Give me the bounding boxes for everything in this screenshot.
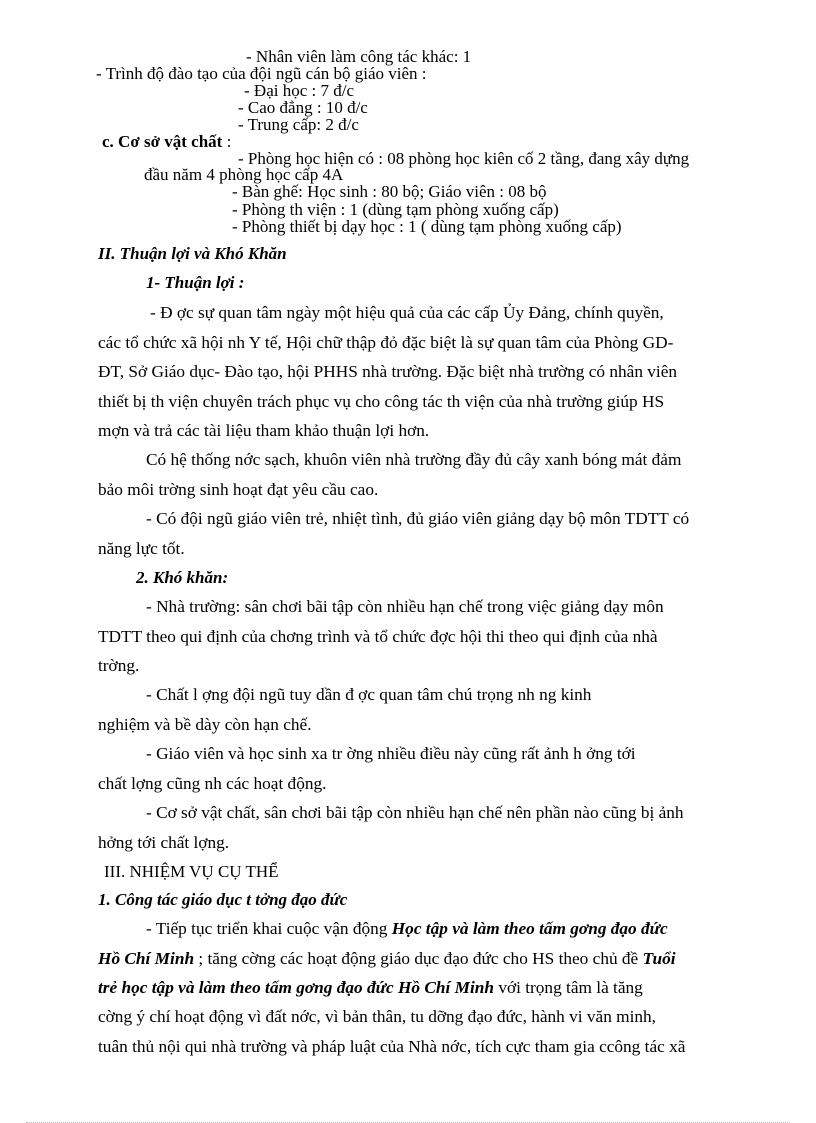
difficulties-p4-l2: hởng tới chất lợng. [98, 833, 230, 852]
advantages-p2-l1: Có hệ thống nớc sạch, khuôn viên nhà trường đầy đủ cây xanh bóng mát đảm [146, 450, 682, 469]
advantages-p1-l2: các tổ chức xã hội nh Y tế, Hội chữ thập đỏ đặc biệt là sự quan tâm của Phòng GD- [98, 333, 674, 352]
moral-p1-l3 [98, 979, 643, 996]
facilities-heading-colon: : [222, 132, 232, 151]
moral-p1-l5: tuân thủ nội qui nhà trường và pháp luật của Nhà nớc, tích cực tham gia ccông tác xã [98, 1037, 686, 1056]
ho-chi-minh-emphasis: Hồ Chí Minh [98, 949, 195, 968]
difficulties-p1-l2: TDTT theo qui định của chơng trình và tổ chức đợc hội thi theo qui định của nhà [98, 627, 658, 646]
advantages-p3-l1: - Có đội ngũ giáo viên trẻ, nhiệt tình, đủ giáo viên giảng dạy bộ môn TDTT có [146, 509, 690, 528]
training-level-line: - Trình độ đào tạo của đội ngũ cán bộ giáo viên : [96, 64, 427, 83]
difficulties-p3-l2: chất lợng cũng nh các hoạt động. [98, 774, 327, 793]
advantages-p3-l2: năng lực tốt. [98, 539, 185, 558]
difficulties-heading: 2. Khó khăn: [136, 568, 229, 587]
classrooms-line-cont: đầu năm 4 phòng học cấp 4A [144, 165, 344, 184]
equipment-room-line: - Phòng thiết bị dạy học : 1 ( dùng tạm phòng xuống cấp) [232, 217, 622, 236]
advantages-p1-l4: thiết bị th viện chuyên trách phục vụ cho công tác th viện của nhà trường giúp HS [98, 392, 665, 411]
staff-other-line: - Nhân viên làm công tác khác: 1 [246, 47, 472, 66]
difficulties-p3-l1: - Giáo viên và học sinh xa tr ờng nhiều điều này cũng rất ảnh h ởng tới [146, 744, 636, 763]
section-2-title: II. Thuận lợi và Khó Khăn [98, 244, 287, 263]
advantages-heading: 1- Thuận lợi : [146, 273, 245, 292]
difficulties-p2-l1: - Chất l ợng đội ngũ tuy dần đ ợc quan tâm chú trọng nh ng kinh [146, 685, 592, 704]
facilities-heading [102, 133, 231, 150]
moral-education-heading: 1. Công tác giáo dục t tởng đạo đức [98, 890, 348, 909]
moral-p1-l4: cờng ý chí hoạt động vì đất nớc, vì bản thân, tu dỡng đạo đức, hành vi văn minh, [98, 1007, 656, 1026]
moral-p1-l1-text: - Tiếp tục triển khai cuộc vận động [146, 919, 392, 938]
college-line: - Cao đẳng : 10 đ/c [238, 98, 368, 117]
theme-emphasis-start: Tuổi [642, 949, 676, 968]
difficulties-p2-l2: nghiệm và bề dày còn hạn chế. [98, 715, 312, 734]
moral-p1-l1 [146, 920, 668, 937]
moral-p1-l3-text: với trọng tâm là tăng [494, 978, 643, 997]
classrooms-line: - Phòng học hiện có : 08 phòng học kiên cố 2 tầng, đang xây dựng [238, 149, 690, 168]
furniture-line: - Bàn ghế: Học sinh : 80 bộ; Giáo viên : 08 bộ [232, 182, 547, 201]
advantages-p1-l3: ĐT, Sở Giáo dục- Đào tạo, hội PHHS nhà trường. Đặc biệt nhà trường có nhân viên [98, 362, 678, 381]
facilities-heading-text: c. Cơ sở vật chất [102, 132, 223, 151]
difficulties-p1-l3: trờng. [98, 656, 140, 675]
intermediate-line: - Trung cấp: 2 đ/c [238, 115, 359, 134]
advantages-p1-l5: mợn và trả các tài liệu tham khảo thuận lợi hơn. [98, 421, 430, 440]
advantages-p1-l1: - Đ ợc sự quan tâm ngày một hiệu quả của các cấp Ủy Đảng, chính quyền, [150, 303, 664, 322]
library-line: - Phòng th viện : 1 (dùng tạm phòng xuống cấp) [232, 200, 559, 219]
difficulties-p4-l1: - Cơ sở vật chất, sân chơi bãi tập còn nhiều hạn chế nên phần nào cũng bị ảnh [146, 803, 684, 822]
moral-p1-l2-text: ; tăng cờng các hoạt động giáo dục đạo đức cho HS theo chủ đề [194, 949, 643, 968]
advantages-p2-l2: bảo môi trờng sinh hoạt đạt yêu cầu cao. [98, 480, 379, 499]
theme-emphasis: trẻ học tập và làm theo tấm gơng đạo đức Hồ Chí Minh [98, 978, 495, 997]
section-3-title: III. NHIỆM VỤ CỤ THỂ [104, 862, 279, 881]
difficulties-p1-l1: - Nhà trường: sân chơi bãi tập còn nhiều hạn chế trong việc giảng dạy môn [146, 597, 664, 616]
university-line: - Đại học : 7 đ/c [244, 81, 354, 100]
moral-p1-l2 [98, 950, 676, 967]
campaign-name-emphasis: Học tập và làm theo tấm gơng đạo đức [391, 919, 668, 938]
